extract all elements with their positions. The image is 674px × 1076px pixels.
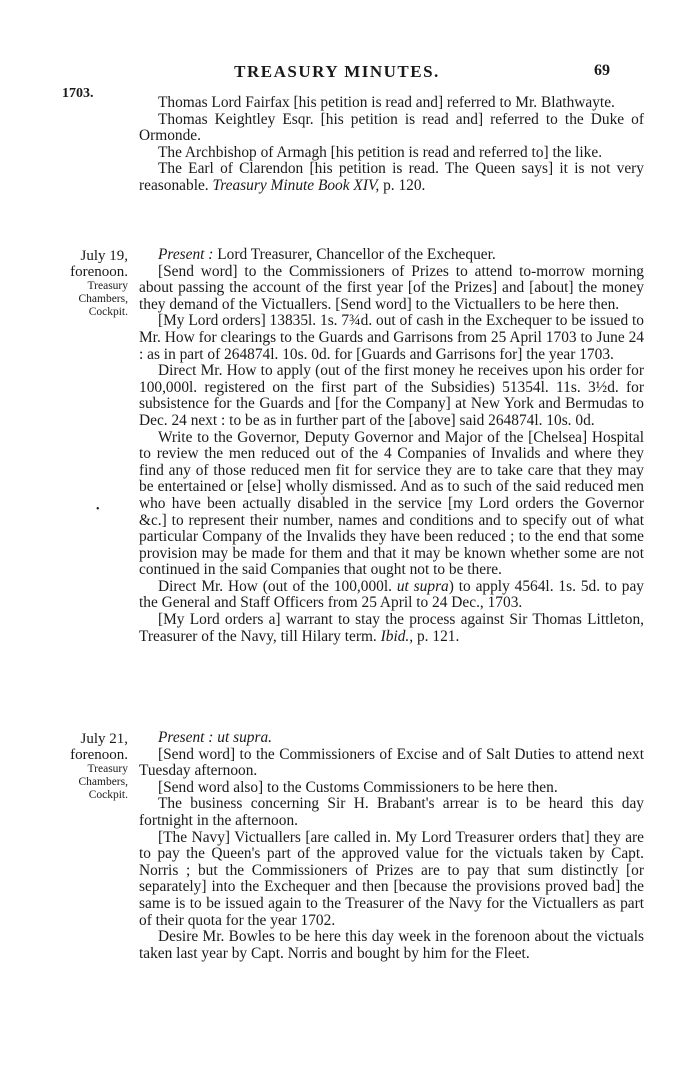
paragraph-text: The Earl of Clarendon [his petition is read. The Queen says] it is not very reasonable. bbox=[139, 160, 644, 194]
paragraph: Thomas Lord Fairfax [his petition is read and] referred to Mr. Blathwayte. bbox=[158, 94, 615, 111]
sidenote-place: Chambers, bbox=[78, 293, 128, 305]
paragraph: Desire Mr. Bowles to be here this day week in the forenoon about the victuals taken last year by Capt. Norris and bought by him for the Fleet. bbox=[139, 928, 644, 962]
sidenote-july-19 bbox=[30, 248, 128, 319]
paragraph: [Send word] to the Commissioners of Excise and of Salt Duties to attend next Tuesday afternoon. bbox=[139, 745, 644, 780]
paragraph: The business concerning Sir H. Brabant's arrear is to be heard this day fortnight in the afternoon. bbox=[139, 795, 644, 829]
paragraph bbox=[139, 579, 644, 612]
margin-dot: • bbox=[96, 504, 100, 515]
sidenote-time: forenoon. bbox=[70, 264, 128, 280]
paragraph: Direct Mr. How to apply (out of the first money he receives upon his order for 100,000l. registered on the first part of the Subsidies) 51354l. 11s. 3½d. for subsistence for the Guards and [for the Company] at New York and Bermudas to Dec. 24 next : to be as in further part of the [above] said 264874l. 10s. 0d. bbox=[139, 362, 644, 429]
sidenote-place: Cockpit. bbox=[88, 789, 128, 801]
sidenote-place: Chambers, bbox=[78, 776, 128, 788]
sidenote-place: Treasury bbox=[87, 280, 128, 292]
july-21-entry bbox=[139, 730, 644, 962]
page-number: 69 bbox=[594, 62, 610, 79]
paragraph bbox=[139, 612, 644, 645]
paragraph-text: Direct Mr. How (out of the 100,000l. bbox=[158, 577, 397, 595]
paragraph: Write to the Governor, Deputy Governor and Major of the [Chelsea] Hospital to review the men reduced out of the 4 Companies of Invalids and where they find any of those reduced men fit for service they are to take care that they may be entertained or [else] wholly dismissed. And as to such of the said reduced men who have been actually disabled in the service [my Lord orders the Governor &c.] to represent their number, names and conditions and to specify out of what particular Company of the Invalids they have been reduced ; to the end that some provision may be made for them and that it may be known whether some are not continued in the said Companies that ought not to be there. bbox=[139, 428, 644, 579]
sidenote-place: Cockpit. bbox=[88, 306, 128, 318]
present-line bbox=[139, 247, 644, 264]
sidenote-date: July 21, bbox=[80, 731, 128, 747]
paragraph: [Send word] to the Commissioners of Prizes to attend to-morrow morning about passing the account of the first year [of the Prizes] and [about] the money they demand of the Victuallers. [Send word] to the Victuallers to be here then. bbox=[139, 262, 644, 313]
sidenote-july-21 bbox=[30, 731, 128, 802]
paragraph-text: [My Lord orders a] warrant to stay the process against Sir Thomas Littleton, Treasurer of the Navy, till Hilary term. bbox=[139, 611, 644, 645]
present-label: Present : bbox=[158, 729, 214, 746]
citation: Ibid., bbox=[380, 627, 414, 645]
paragraph-text: ) to apply 4564l. 1s. 5d. to pay the General and Staff Officers from 25 April to 24 Dec., 1703. bbox=[139, 577, 644, 612]
july-19-entry bbox=[139, 247, 644, 645]
present-text: Lord Treasurer, Chancellor of the Exchequer. bbox=[213, 246, 496, 263]
page-header bbox=[0, 62, 674, 84]
paragraph: [Send word also] to the Customs Commissioners to be here then. bbox=[158, 778, 558, 796]
paragraph: [My Lord orders] 13835l. 1s. 7¾d. out of cash in the Exchequer to be issued to Mr. How for clearings to the Guards and Garrisons from 25 April 1703 to June 24 : as in part of 264874l. 10s. 0d. for [Guards and Garrisons for] the year 1703. bbox=[139, 312, 644, 363]
present-text: ut supra. bbox=[217, 729, 273, 746]
paragraph: The Archbishop of Armagh [his petition is read and referred to] the like. bbox=[158, 143, 603, 161]
sidenote-place: Treasury bbox=[87, 763, 128, 775]
sidenote-time: forenoon. bbox=[70, 747, 128, 763]
paragraph bbox=[139, 161, 644, 194]
present-line bbox=[139, 730, 644, 747]
sidenote-date: July 19, bbox=[80, 248, 128, 264]
running-title: TREASURY MINUTES. bbox=[234, 62, 440, 81]
latin-phrase: ut supra bbox=[396, 577, 449, 595]
citation-page: p. 120. bbox=[379, 176, 426, 194]
year-marker: 1703. bbox=[62, 86, 94, 101]
paragraph: Thomas Keightley Esqr. [his petition is read and] referred to the Duke of Ormonde. bbox=[139, 110, 644, 145]
paragraph: [The Navy] Victuallers [are called in. My Lord Treasurer orders that] they are to pay the Queen's part of the approved value for the victuals taken by Capt. Norris ; but the Commissioners of Prizes are to pay that sum distinctly [or separately] into the Exchequer and then [because the provisions proved bad] the same is to be issued again to the Treasurer of the Navy for the Victuallers as part of their quota for the year 1702. bbox=[139, 828, 644, 929]
present-label: Present : bbox=[158, 246, 214, 263]
citation: Treasury Minute Book XIV, bbox=[212, 176, 380, 194]
continuation-block bbox=[139, 95, 644, 195]
citation-page: p. 121. bbox=[413, 627, 460, 645]
